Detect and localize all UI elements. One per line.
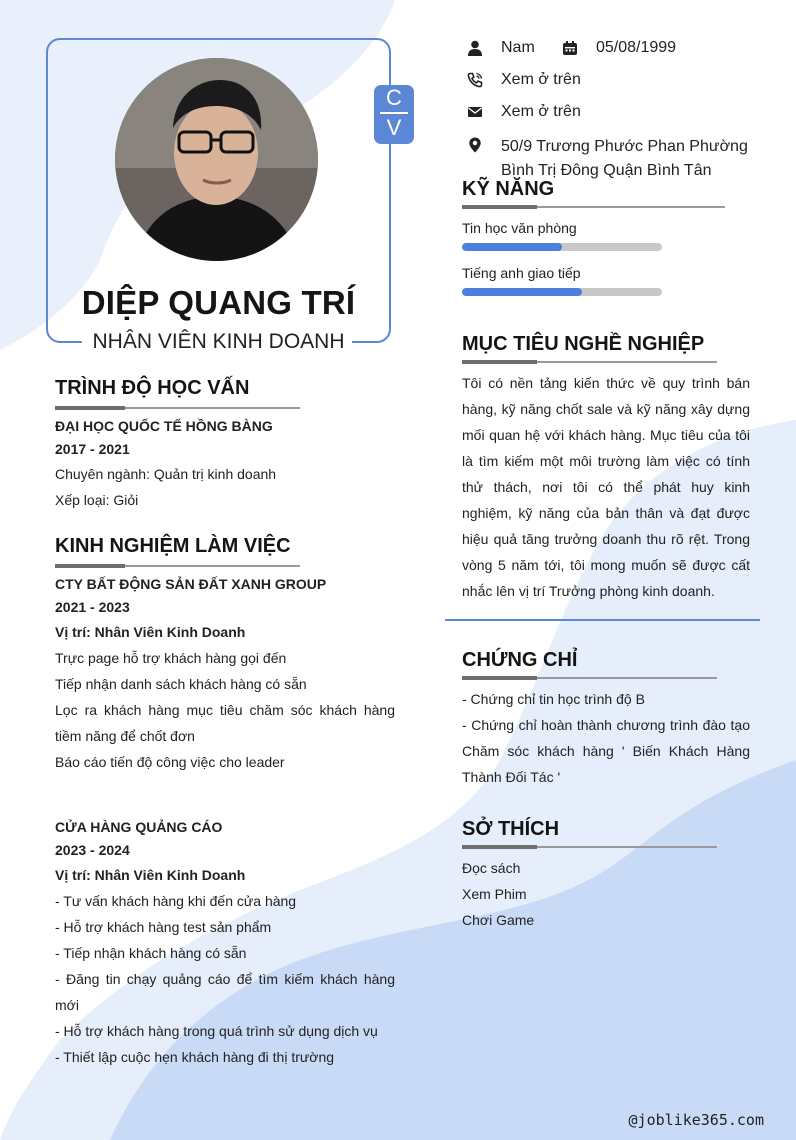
location-pin-icon — [467, 137, 483, 153]
certificates-underline — [462, 677, 717, 679]
experience-underline — [55, 565, 300, 567]
education-school: ĐẠI HỌC QUỐC TẾ HỒNG BÀNG — [55, 418, 273, 434]
address-line-2: Bình Trị Đông Quận Bình Tân — [501, 162, 712, 179]
hobbies-underline — [462, 846, 717, 848]
hobby-item: Đọc sách — [462, 860, 521, 876]
education-grade: Xếp loại: Giỏi — [55, 492, 139, 508]
job-1-duty: Tiếp nhận danh sách khách hàng có sẵn — [55, 676, 307, 692]
cv-badge — [374, 85, 414, 144]
education-underline — [55, 407, 300, 409]
email-value: Xem ở trên — [501, 103, 581, 120]
job-1-duty: Lọc ra khách hàng mục tiêu chăm sóc khách hàng tiềm năng để chốt đơn — [55, 702, 395, 744]
cv-badge-bottom: V — [386, 115, 402, 140]
job-2-duty: - Tư vấn khách hàng khi đến cửa hàng — [55, 893, 297, 909]
hobby-item: Chơi Game — [462, 912, 535, 928]
job-1-duty: Trực page hỗ trợ khách hàng gọi đến — [55, 650, 287, 666]
cv-badge-top: C — [386, 85, 402, 110]
skill-bar-fill — [462, 288, 582, 296]
objective-underline — [462, 361, 717, 363]
mail-icon — [467, 104, 483, 120]
job-2-duty: - Thiết lập cuộc hẹn khách hàng đi thị trường — [55, 1049, 335, 1065]
experience-heading: KINH NGHIỆM LÀM VIỆC — [55, 535, 291, 557]
job-1-duty: Báo cáo tiến độ công việc cho leader — [55, 754, 285, 770]
job-2-duty: - Hỗ trợ khách hàng test sản phẩm — [55, 919, 272, 935]
certificates-heading: CHỨNG CHỈ — [462, 649, 578, 671]
objective-text: Tôi có nền tảng kiến thức về quy trình bán hàng, kỹ năng chốt sale và kỹ năng xây dựng mối quan hệ với khách hàng. Mục tiêu của tôi là tìm kiếm một môi trường làm việc có tính thử thách, nơi tôi có thể phát huy kinh nghiệm, kỹ năng của bản thân và đạt được hiệu quả tăng trưởng doanh thu rõ rệt. Trong vòng 5 năm tới, tôi mong muốn sẽ được cất nhắc lên vị trí Trưởng phòng kinh doanh. — [462, 375, 750, 599]
skill-bar — [462, 288, 662, 296]
phone-icon — [467, 72, 483, 88]
education-heading: TRÌNH ĐỘ HỌC VẤN — [55, 377, 250, 399]
gender-value: Nam — [501, 39, 535, 56]
job-2-company: CỬA HÀNG QUẢNG CÁO — [55, 819, 223, 835]
job-2-years: 2023 - 2024 — [55, 842, 130, 858]
job-2-duty: - Hỗ trợ khách hàng trong quá trình sử dụng dịch vụ — [55, 1023, 378, 1039]
person-icon — [467, 40, 483, 56]
email-row — [467, 103, 581, 121]
skill-label: Tin học văn phòng — [462, 220, 577, 236]
skill-bar-fill — [462, 243, 562, 251]
job-2-duty: - Đăng tin chạy quảng cáo để tìm kiếm khách hàng mới — [55, 971, 395, 1013]
phone-value: Xem ở trên — [501, 71, 581, 88]
objective-heading: MỤC TIÊU NGHỀ NGHIỆP — [462, 333, 705, 355]
skills-heading: KỸ NĂNG — [462, 178, 555, 200]
hobbies-heading: SỞ THÍCH — [462, 818, 560, 840]
hobby-item: Xem Phim — [462, 886, 527, 902]
birthday-value: 05/08/1999 — [596, 39, 677, 56]
job-1-company: CTY BẤT ĐỘNG SẢN ĐẤT XANH GROUP — [55, 576, 327, 592]
address-row — [467, 135, 748, 183]
candidate-title: NHÂN VIÊN KINH DOANH — [92, 330, 345, 353]
job-2-position: Vị trí: Nhân Viên Kinh Doanh — [55, 867, 246, 883]
job-1-position: Vị trí: Nhân Viên Kinh Doanh — [55, 624, 246, 640]
education-major: Chuyên ngành: Quản trị kinh doanh — [55, 466, 277, 482]
calendar-icon — [562, 40, 578, 56]
certificate-item: - Chứng chỉ hoàn thành chương trình đào tạo Chăm sóc khách hàng ' Biến Khách Hàng Thành Đối Tác ' — [462, 717, 750, 785]
job-2-duty: - Tiếp nhận khách hàng có sẵn — [55, 945, 247, 961]
skill-bar — [462, 243, 662, 251]
address-line-1: 50/9 Trương Phước Phan Phường — [501, 138, 748, 155]
profile-photo — [115, 58, 318, 261]
candidate-name: DIỆP QUANG TRÍ — [81, 284, 356, 321]
skill-label: Tiếng anh giao tiếp — [462, 265, 581, 281]
phone-row — [467, 71, 581, 89]
skills-underline — [462, 206, 725, 208]
education-years: 2017 - 2021 — [55, 441, 130, 457]
section-divider — [445, 619, 760, 621]
footer-watermark: @joblike365.com — [628, 1111, 764, 1129]
job-1-years: 2021 - 2023 — [55, 599, 130, 615]
gender-row — [467, 39, 535, 57]
certificate-item: - Chứng chỉ tin học trình độ B — [462, 691, 645, 707]
birthday-row — [562, 39, 676, 57]
